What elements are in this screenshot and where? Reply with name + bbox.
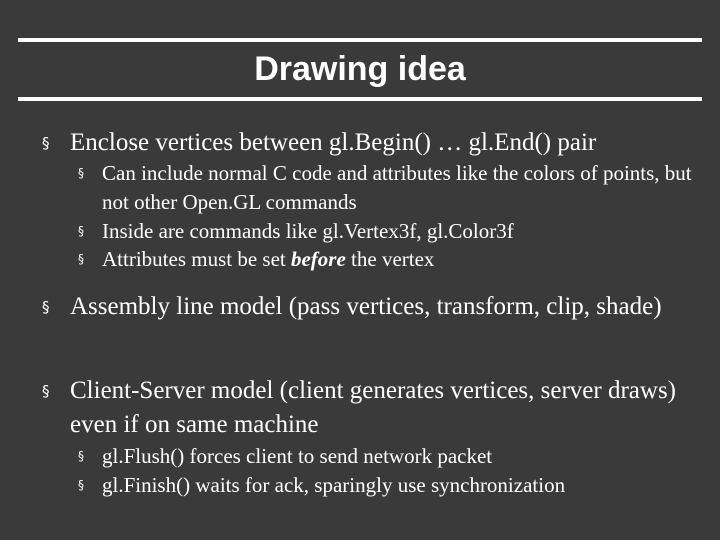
square-bullet-icon: § xyxy=(42,134,50,152)
square-bullet-icon: § xyxy=(78,478,84,492)
slide-title: Drawing idea xyxy=(254,50,466,88)
title-bottom-rule xyxy=(18,97,702,101)
sub-bullet-text: gl.Flush() forces client to send network packet xyxy=(102,444,493,468)
emphasis-text: before xyxy=(290,247,346,271)
square-bullet-icon: § xyxy=(78,449,84,463)
sub-bullet-text-after: the vertex xyxy=(345,247,435,271)
bullet-text: Assembly line model (pass vertices, transform, clip, shade) xyxy=(70,293,662,320)
sub-bullet-text: Can include normal C code and attributes like the colors of points, but not other Open.GL commands xyxy=(102,161,692,214)
sub-bullet-text: gl.Finish() waits for ack, sparingly use synchronization xyxy=(102,473,566,497)
sub-bullet-item-1-1 xyxy=(78,159,692,217)
sub-bullet-text-before: Attributes must be set xyxy=(102,247,291,271)
square-bullet-icon: § xyxy=(78,252,84,266)
sub-bullet-item-1-2 xyxy=(78,217,692,246)
square-bullet-icon: § xyxy=(42,298,50,316)
bullet-text: Enclose vertices between gl.Begin() … gl.End() pair xyxy=(70,129,597,156)
square-bullet-icon: § xyxy=(78,224,84,238)
sub-bullet-item-3-1 xyxy=(78,442,692,471)
sub-bullet-item-1-3 xyxy=(78,245,692,274)
title-top-rule xyxy=(18,38,702,42)
bullet-item-2 xyxy=(42,290,680,324)
sub-bullet-text: Inside are commands like gl.Vertex3f, gl.Color3f xyxy=(102,219,514,243)
bullet-item-3 xyxy=(42,374,680,442)
square-bullet-icon: § xyxy=(42,382,50,400)
square-bullet-icon: § xyxy=(78,166,84,180)
bullet-text: Client-Server model (client generates vertices, server draws) even if on same machine xyxy=(70,377,676,438)
bullet-item-1 xyxy=(42,126,680,160)
sub-bullet-item-3-2 xyxy=(78,471,692,500)
